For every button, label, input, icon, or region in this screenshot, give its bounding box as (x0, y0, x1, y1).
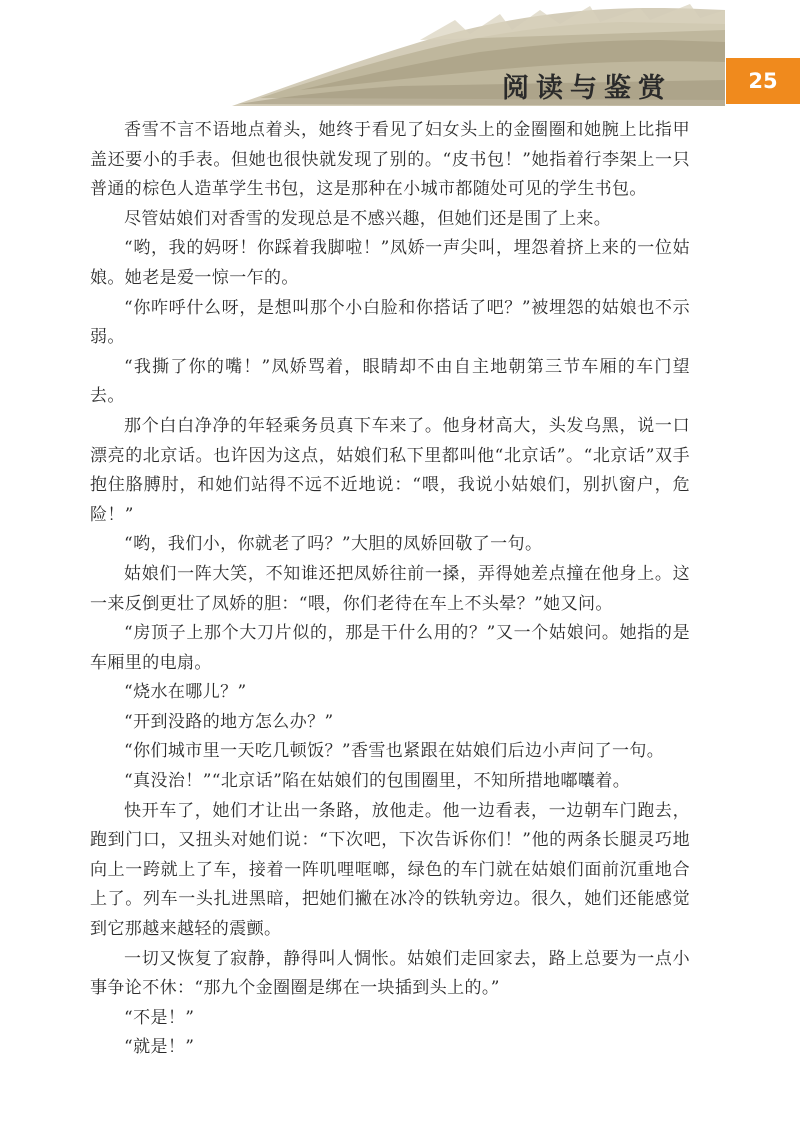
paragraph: “房顶子上那个大刀片似的，那是干什么用的？”又一个姑娘问。她指的是车厢里的电扇。 (90, 623, 690, 673)
paragraph: “哟，我的妈呀！你踩着我脚啦！”凤娇一声尖叫，埋怨着挤上来的一位姑娘。她老是爱一惊一乍的。 (90, 238, 690, 288)
paragraph: 姑娘们一阵大笑，不知谁还把凤娇往前一搡，弄得她差点撞在他身上。这一来反倒更壮了凤娇的胆：“喂，你们老待在车上不头晕？”她又问。 (90, 563, 690, 614)
paragraph: “你们城市里一天吃几顿饭？”香雪也紧跟在姑娘们后边小声问了一句。 (124, 741, 665, 762)
brush-stroke-decoration (0, 0, 800, 110)
page-header (0, 0, 800, 110)
paragraph: “我撕了你的嘴！”凤娇骂着，眼睛却不由自主地朝第三节车厢的车门望去。 (90, 356, 690, 407)
page-number: 25 (748, 69, 778, 93)
section-title: 阅读与鉴赏 (502, 73, 672, 104)
paragraph: “烧水在哪儿？” (124, 682, 247, 703)
paragraph: 那个白白净净的年轻乘务员真下车来了。他身材高大，头发乌黑，说一口漂亮的北京话。也许因为这点，姑娘们私下里都叫他“北京话”。“北京话”双手抱住胳膊肘，和她们站得不远不近地说：“喂，我说小姑娘们，别扒窗户，危险！” (90, 415, 690, 525)
paragraph: 快开车了，她们才让出一条路，放他走。他一边看表，一边朝车门跑去，跑到门口，又扭头对她们说：“下次吧，下次告诉你们！”他的两条长腿灵巧地向上一跨就上了车，接着一阵叽哩哐啷，绿色的车门就在姑娘们面前沉重地合上了。列车一头扎进黑暗，把她们撇在冰冷的铁轨旁边。很久，她们还能感觉到它那越来越轻的震颤。 (90, 800, 690, 940)
paragraph: “开到没路的地方怎么办？” (124, 711, 334, 732)
story-body (90, 116, 690, 1063)
paragraph: 香雪不言不语地点着头，她终于看见了妇女头上的金圈圈和她腕上比指甲盖还要小的手表。但她也很快就发现了别的。“皮书包！”她指着行李架上一只普通的棕色人造革学生书包，这是那种在小城市都随处可见的学生书包。 (90, 120, 690, 200)
paragraph: 尽管姑娘们对香雪的发现总是不感兴趣，但她们还是围了上来。 (124, 208, 612, 229)
page-number-badge (726, 58, 800, 104)
paragraph: “哟，我们小，你就老了吗？”大胆的凤娇回敬了一句。 (124, 534, 543, 555)
paragraph: 一切又恢复了寂静，静得叫人惆怅。姑娘们走回家去，路上总要为一点小事争论不休：“那九个金圈圈是绑在一块插到头上的。” (90, 948, 690, 999)
paragraph: “不是！” (124, 1007, 195, 1028)
paragraph: “就是！” (124, 1037, 195, 1058)
paragraph: “你咋呼什么呀，是想叫那个小白脸和你搭话了吧？”被埋怨的姑娘也不示弱。 (90, 297, 690, 348)
paragraph: “真没治！”“北京话”陷在姑娘们的包围圈里，不知所措地嘟囔着。 (124, 771, 631, 792)
